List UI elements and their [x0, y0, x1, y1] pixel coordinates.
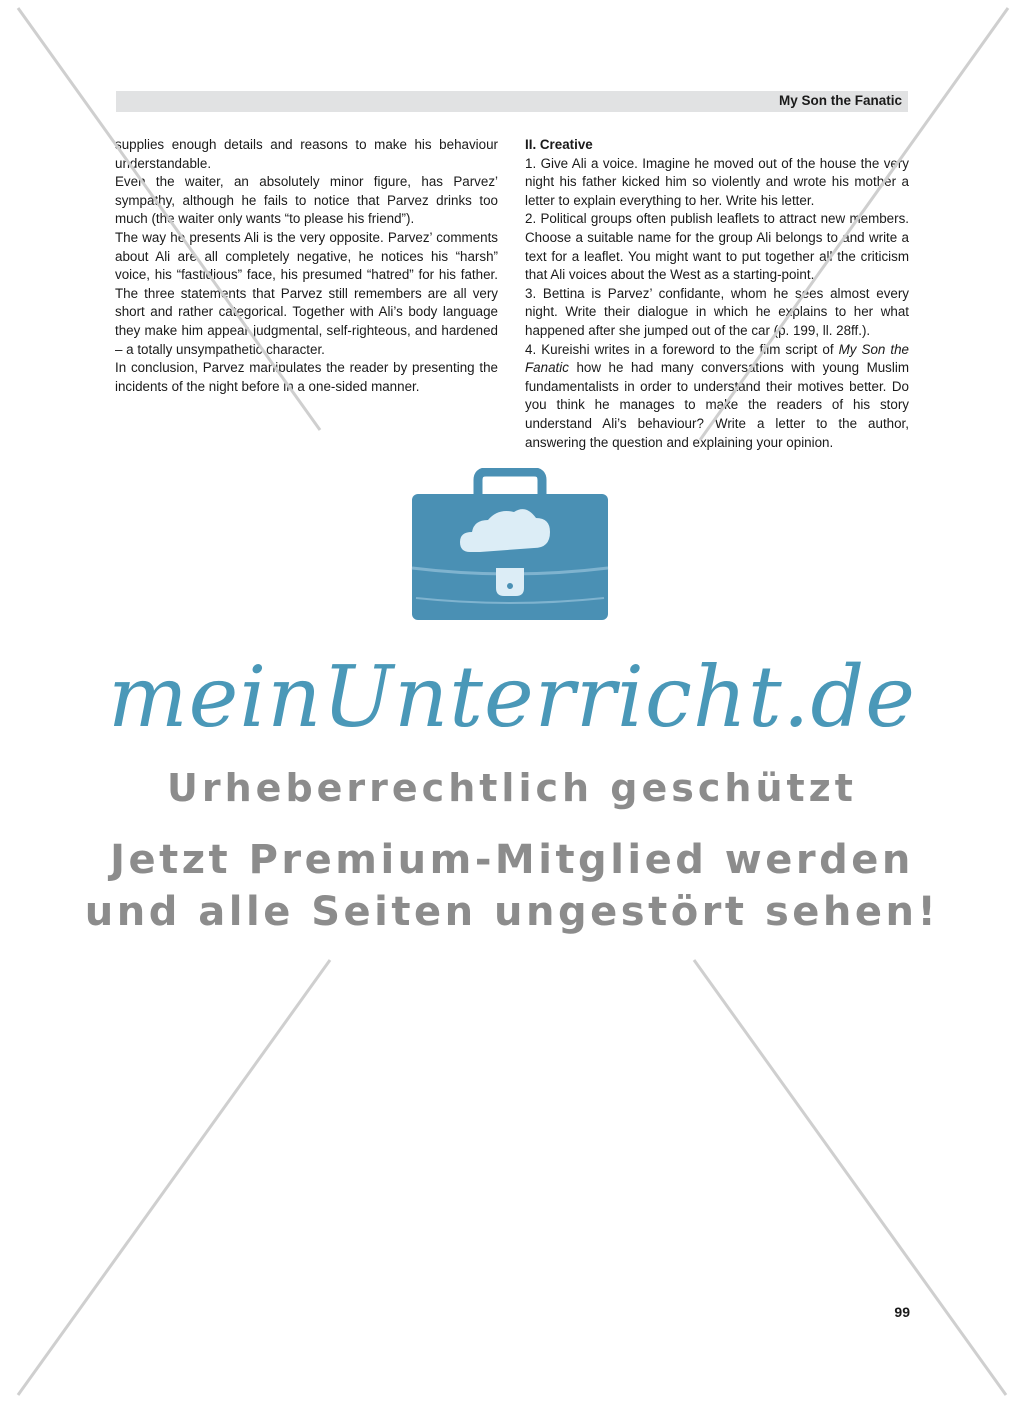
paragraph: supplies enough details and reasons to make his behaviour understandable.: [115, 137, 498, 171]
briefcase-cloud-icon: [400, 468, 620, 628]
watermark-line: und alle Seiten ungestört sehen!: [84, 889, 940, 935]
left-column: [115, 136, 498, 396]
paragraph: In conclusion, Parvez manipulates the reader by presenting the incidents of the night before in a one-sided manner.: [115, 360, 498, 394]
task-item: 1. Give Ali a voice. Imagine he moved out of the house the very night his father kicked him so violently and wrote his mother a letter to explain everything to her. Write his letter.: [525, 155, 909, 208]
task-text: 4. Kureishi writes in a foreword to the film script of: [525, 341, 839, 357]
watermark-brand: meinUnterricht.de: [108, 648, 916, 746]
task-text: how he had many conversations with young Muslim fundamentalists in order to understand their motives better. Do you think he manages to make the readers of his story understand Ali’s behaviour? Write a letter to the author, answering the question and explaining your opinion.: [525, 360, 909, 450]
watermark-copyright: Urheberrechtlich geschützt: [167, 766, 857, 810]
paragraph: The way he presents Ali is the very opposite. Parvez’ comments about Ali are all completely negative, he notices his “harsh” voice, his “fastidious” face, his presumed “hatred” for his father. The three statements that Parvez still remembers are all very short and rather categorical. Together with Ali’s body language they make him appear judgmental, self-righteous, and hardened – a totally unsympathetic character.: [115, 229, 498, 357]
header-title: My Son the Fanatic: [778, 93, 902, 108]
book-title: My Son the Fanatic: [525, 341, 910, 376]
paragraph: Even the waiter, an absolutely minor figure, has Parvez’ sympathy, although he fails to notice that Parvez drinks too much (the waiter only wants “to please his friend”).: [115, 174, 498, 227]
page-number: 99: [894, 1304, 910, 1320]
section-title: II. Creative: [525, 137, 593, 152]
watermark-line: Jetzt Premium-Mitglied werden: [110, 837, 914, 883]
right-column: [525, 136, 909, 452]
watermark-premium-notice: [0, 834, 1024, 938]
task-item: [525, 341, 909, 453]
task-item: 2. Political groups often publish leaflets to attract new members. Choose a suitable name for the group Ali belongs to and write a text for a leaflet. You might want to put together all the criticism that Ali voices about the West as a starting-point.: [525, 211, 909, 283]
header-bar: [116, 91, 908, 112]
task-item: 3. Bettina is Parvez’ confidante, whom he sees almost every night. Write their dialogue in which he explains to her what happened after she jumped out of the car (p. 199, ll. 28ff.).: [525, 285, 909, 338]
